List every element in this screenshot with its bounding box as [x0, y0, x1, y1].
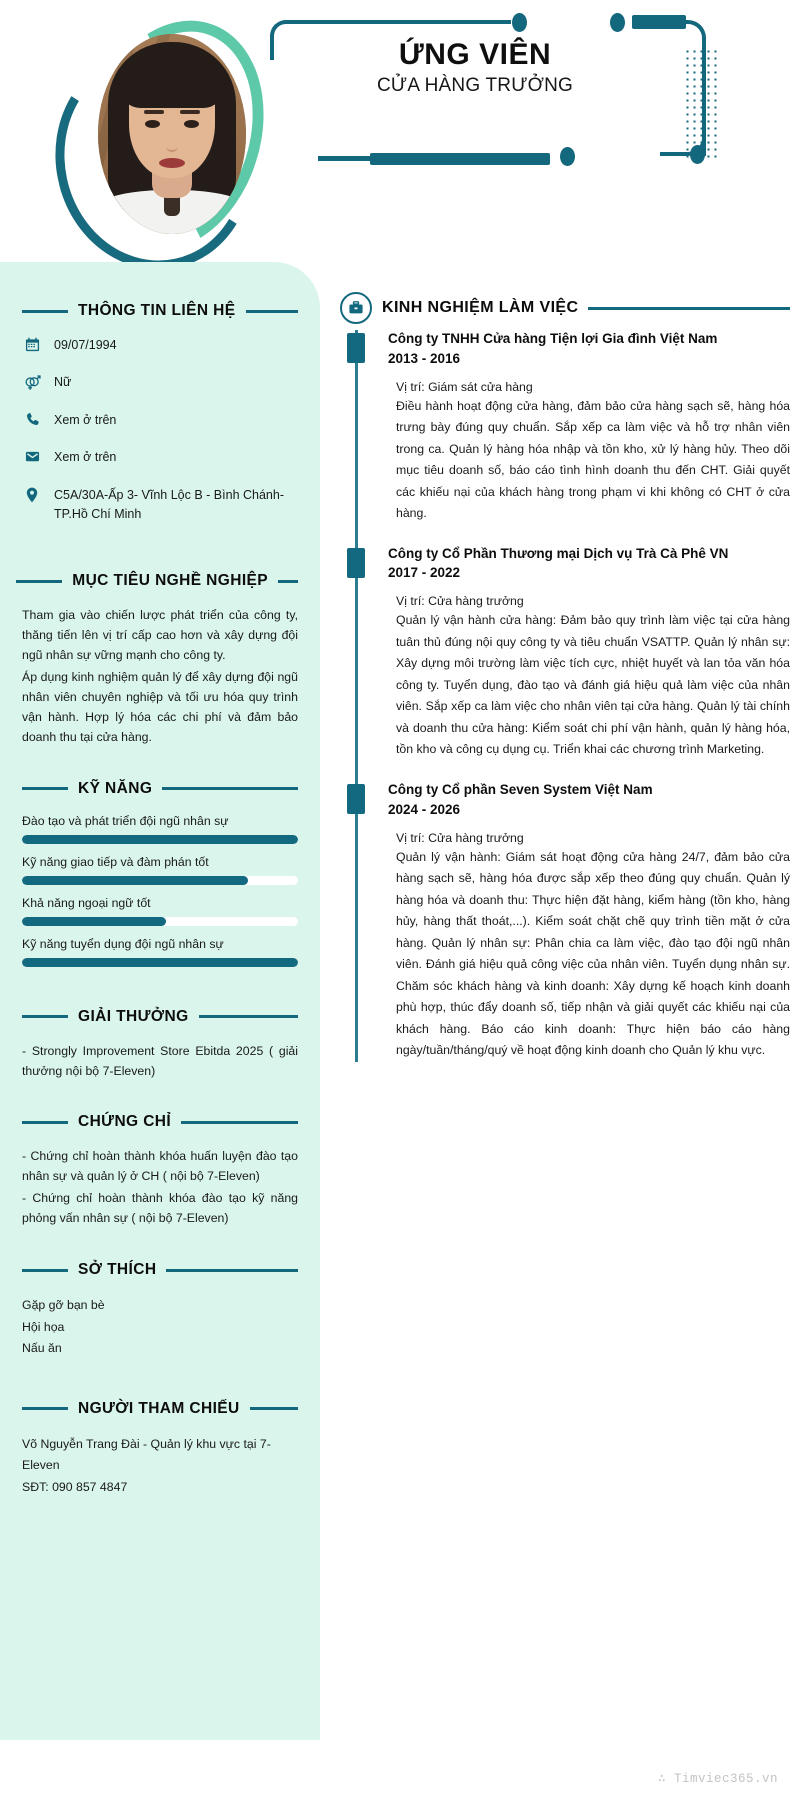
job-company: Công ty Cổ Phần Thương mại Dịch vụ Trà Cà Phê VN [388, 545, 729, 561]
rule-right [278, 580, 298, 583]
decor-dot-2 [610, 13, 625, 32]
hobbies-heading: SỞ THÍCH [78, 1261, 157, 1279]
experience-timeline [340, 330, 790, 1062]
envelope-icon [22, 448, 42, 464]
candidate-title-block [330, 38, 620, 97]
skill-item [22, 896, 298, 926]
job-description: Quản lý vận hành cửa hàng: Đảm bảo quy trình làm việc tại cửa hàng tuân thủ đúng nội quy công ty và tiêu chuẩn VSATTP. Quản lý nhân sự: Xây dựng môi trường làm việc tích cực, nhiệt huyết và lan tỏa văn hóa công ty. Tuyển dụng, đào tạo và đánh giá hiệu quả làm việc của nhân viên. Sắp xếp ca làm việc cho nhân viên tại cửa hàng. Quản lý tài chính và doanh thu cửa hàng: Kiểm soát chi phí vận hành, quản lý hàng hóa, tồn kho và công cụ dụng cụ. Triển khai các chương trình Marketing. [396, 613, 790, 757]
contact-value: 09/07/1994 [54, 338, 117, 352]
job-role: Vị trí: Giám sát cửa hàng [396, 379, 533, 394]
rule-right [199, 1015, 298, 1018]
contact-value: C5A/30A-Ấp 3- Vĩnh Lộc B - Bình Chánh-TP.Hồ Chí Minh [54, 487, 284, 521]
hobby-item: Hội họa [22, 1319, 65, 1334]
section-header-awards [22, 1008, 298, 1026]
job-years: 2013 - 2016 [388, 350, 461, 366]
rule-left [22, 1015, 68, 1018]
award-item: - Strongly Improvement Store Ebitda 2025 ( giải thưởng nội bộ 7-Eleven) [22, 1043, 298, 1078]
job-entry [388, 545, 790, 761]
contact-value: Xem ở trên [54, 450, 117, 465]
job-company: Công ty TNHH Cửa hàng Tiện lợi Gia đình Việt Nam [388, 331, 718, 346]
rule-right [250, 1407, 298, 1410]
skill-item [22, 855, 298, 885]
contact-item-gender [22, 373, 298, 392]
rule-right [181, 1121, 298, 1124]
skill-label: Kỹ năng giao tiếp và đàm phán tốt [22, 854, 209, 869]
reference-line: Võ Nguyễn Trang Đài - Quản lý khu vực tại 7-Eleven [22, 1436, 271, 1473]
contact-value: Nữ [54, 375, 72, 390]
watermark: ∴ Timviec365.vn [657, 1772, 778, 1786]
skill-progress-track [22, 835, 298, 844]
hobby-item: Gặp gỡ bạn bè [22, 1298, 105, 1313]
skill-progress-track [22, 958, 298, 967]
skill-progress-track [22, 917, 298, 926]
decor-dot-4 [560, 147, 575, 166]
awards-heading: GIẢI THƯỞNG [78, 1007, 189, 1025]
rule-right [162, 787, 298, 790]
contact-item-email [22, 448, 298, 467]
skill-progress-fill [22, 835, 298, 844]
phone-icon [22, 411, 42, 427]
objective-heading: MỤC TIÊU NGHỀ NGHIỆP [72, 572, 268, 590]
decor-line-top [303, 20, 511, 24]
section-header-contact [22, 302, 298, 320]
rule-left [22, 1121, 68, 1124]
skill-label: Đào tạo và phát triển đội ngũ nhân sự [22, 813, 229, 828]
certificate-item: - Chứng chỉ hoàn thành khóa huấn luyện đào tạo nhân sự và quản lý ở CH ( nội bộ 7-Eleven) [22, 1149, 298, 1184]
section-header-experience [340, 292, 790, 324]
hobby-item: Nấu ăn [22, 1341, 62, 1356]
job-years: 2017 - 2022 [388, 565, 461, 581]
job-description: Điều hành hoạt động cửa hàng, đảm bảo cửa hàng sạch sẽ, hàng hóa trưng bày đúng quy chuẩn. Sắp xếp ca làm việc và hỗ trợ nhân viên trong ca. Quản lý hàng hóa nhập và tồn kho, xử lý hàng hủy. Theo dõi mục tiêu doanh số, báo cáo tình hình doanh thu đến CHT. Giải quyết các khiếu nại của khách hàng trong phạm vi khi không có CHT ở cửa hàng. [396, 398, 790, 521]
job-role: Vị trí: Cửa hàng trưởng [396, 594, 524, 609]
rule-left [22, 1407, 68, 1410]
decor-bar-bottom [370, 153, 550, 165]
decor-arc-top-left [270, 20, 310, 60]
avatar [98, 34, 246, 234]
timeline-marker [347, 784, 365, 814]
section-header-certificates [22, 1113, 298, 1131]
skill-label: Khả năng ngoại ngữ tốt [22, 895, 151, 910]
certificates-heading: CHỨNG CHỈ [78, 1113, 172, 1131]
experience-heading: KINH NGHIỆM LÀM VIỆC [382, 299, 579, 316]
calendar-icon [22, 336, 42, 352]
objective-paragraph: Tham gia vào chiến lược phát triển của công ty, thăng tiến lên vị trí cấp cao hơn và xây dựng đội ngũ nhân sự vững mạnh cho công ty. [22, 608, 298, 663]
rule-right [246, 310, 299, 313]
page-title: ỨNG VIÊN [398, 38, 552, 71]
job-years: 2024 - 2026 [388, 801, 461, 817]
skills-heading: KỸ NĂNG [78, 779, 153, 797]
timeline-axis [355, 330, 358, 1062]
rule-left [22, 787, 68, 790]
section-header-hobbies [22, 1261, 298, 1279]
decor-line-bottom-thin [318, 156, 374, 161]
page-subtitle: CỬA HÀNG TRƯỞNG [376, 75, 574, 96]
contact-value: Xem ở trên [54, 412, 117, 427]
cv-header [0, 0, 800, 280]
skill-progress-fill [22, 958, 298, 967]
skill-item [22, 814, 298, 844]
experience-section [340, 292, 790, 1082]
section-header-objective [22, 572, 298, 590]
sidebar [0, 262, 320, 1740]
timeline-marker [347, 333, 365, 363]
timeline-marker [347, 548, 365, 578]
skill-progress-track [22, 876, 298, 885]
decor-dot-grid [684, 48, 718, 158]
reference-line: SĐT: 090 857 4847 [22, 1479, 128, 1494]
gender-icon [22, 373, 42, 391]
contact-heading: THÔNG TIN LIÊN HỆ [78, 302, 236, 319]
job-entry [388, 330, 790, 525]
job-company: Công ty Cổ phần Seven System Việt Nam [388, 781, 653, 797]
briefcase-icon [340, 292, 372, 324]
objective-paragraph: Áp dụng kinh nghiệm quản lý để xây dựng đội ngũ nhân viên chuyên nghiệp và tối ưu hóa quy trình vận hành. Hợp lý hóa các chi phí và đảm bảo doanh thu tại cửa hàng. [22, 669, 298, 744]
job-role: Vị trí: Cửa hàng trưởng [396, 830, 524, 845]
job-description: Quản lý vận hành: Giám sát hoạt động cửa hàng 24/7, đảm bảo cửa hàng sạch sẽ, hàng hóa được sắp xếp theo đúng quy chuẩn. Quản lý hàng hóa và doanh thu: Thực hiện đặt hàng, kiểm hàng (tồn kho, hàng hủy, hàng thất thoát,...). Kiểm soát chặt chẽ quy trình tiền mặt ở cửa hàng. Quản lý nhân sự: Phân chia ca làm việc, đào tạo đội ngũ nhân viên. Đánh giá hiệu quả công việc của nhân viên. Tuyển dụng nhân sự. Chăm sóc khách hàng và kinh doanh: Xây dựng kế hoạch kinh doanh phù hợp, thúc đẩy doanh số, tiếp nhận và giải quyết các khiếu nại của khách hàng. Báo cáo kinh doanh: Thực hiện báo cáo hàng ngày/tuần/tháng/quý về hoạt động kinh doanh cho Quản lý khu vực. [396, 849, 790, 1058]
skill-progress-fill [22, 876, 248, 885]
contact-item-phone [22, 411, 298, 430]
references-heading: NGƯỜI THAM CHIẾU [78, 1399, 240, 1417]
job-entry [388, 781, 790, 1062]
decor-dot-1 [512, 13, 527, 32]
skill-item [22, 937, 298, 967]
section-header-skills [22, 780, 298, 798]
location-pin-icon [22, 486, 42, 503]
contact-item-address [22, 486, 298, 525]
contact-item-birthdate [22, 336, 298, 355]
rule-right [166, 1269, 298, 1272]
skill-progress-fill [22, 917, 166, 926]
rule-left [22, 1269, 68, 1272]
rule-left [22, 310, 68, 313]
certificate-item: - Chứng chỉ hoàn thành khóa đào tạo kỹ năng phỏng vấn nhân sự ( nội bộ 7-Eleven) [22, 1191, 298, 1226]
section-header-references [22, 1400, 298, 1418]
profile-photo-frame [50, 14, 270, 276]
rule-left [16, 580, 62, 583]
skill-label: Kỹ năng tuyển dụng đội ngũ nhân sự [22, 936, 224, 951]
rule-right [588, 307, 790, 310]
